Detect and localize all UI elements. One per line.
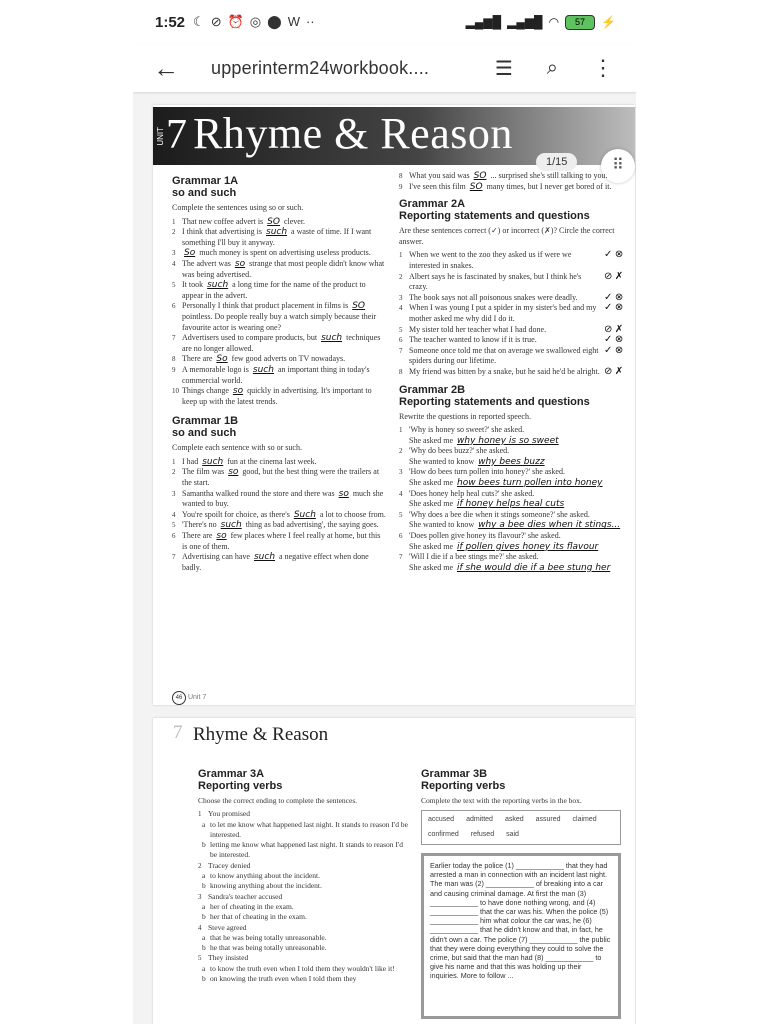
item-question: 'Does honey help heal cuts?' she asked.: [409, 488, 535, 498]
right-column: [421, 764, 621, 1019]
handwritten-answer[interactable]: why bees buzz: [478, 456, 545, 467]
grid-view-button[interactable]: ⠿: [601, 149, 635, 183]
item-lead: She asked me: [409, 435, 453, 445]
handwritten-answer[interactable]: if honey helps heal cuts: [457, 499, 565, 510]
exercise-item: [399, 303, 627, 324]
exercise-list-1a-continued: [399, 171, 627, 192]
item-number: 5: [172, 521, 176, 530]
handwritten-answer[interactable]: if she would die if a bee stung her: [457, 562, 611, 573]
item-text: Things change: [182, 386, 229, 396]
item-number: 2: [399, 272, 403, 281]
item-text: many times, but I never get bored of it.: [486, 181, 612, 191]
item-text: Advertising can have: [182, 552, 250, 562]
item-text: A memorable logo is: [182, 364, 249, 374]
exercise-item: [399, 335, 627, 346]
item-question: 'Does pollen give honey its flavour?' she asked.: [409, 531, 561, 541]
handwritten-answer[interactable]: SO: [473, 171, 487, 181]
status-right: [466, 15, 616, 30]
answer-mark[interactable]: ✓ ⊗: [604, 302, 624, 314]
verb-option: accused: [428, 816, 455, 824]
messenger-icon: ⬤: [267, 14, 282, 29]
handwritten-answer[interactable]: such: [252, 364, 274, 375]
exercise-item: [399, 467, 627, 488]
handwritten-answer[interactable]: So: [216, 354, 228, 365]
left-column: [172, 171, 387, 573]
exercise-item: [172, 259, 387, 280]
item-text: Someone once told me that on average we swallowed eight spiders during our lifetime.: [409, 345, 599, 366]
item-text: There are: [182, 354, 213, 364]
handwritten-answer[interactable]: so: [216, 531, 227, 542]
item-number: 7: [172, 334, 176, 343]
section-title: Grammar 2B: [399, 383, 466, 396]
exercise-item: [172, 248, 387, 259]
item-text: That new coffee advert is: [182, 216, 264, 226]
item-number: 3: [172, 489, 176, 498]
item-text: I've seen this film: [409, 181, 466, 191]
option-b[interactable]: b letting me know what happened last night. It stands to reason I'd be interested.: [202, 840, 403, 860]
exercise-item: [172, 531, 387, 552]
item-number: 1: [172, 217, 176, 226]
answer-mark[interactable]: ✓ ⊗: [604, 334, 624, 346]
option-b[interactable]: b he that was being totally unreasonable.: [202, 943, 327, 953]
page-number: 46: [172, 691, 186, 705]
option-b[interactable]: b knowing anything about the incident.: [202, 881, 322, 891]
handwritten-answer[interactable]: such: [253, 552, 276, 563]
item-text: a long time for the name of the product to appear in the advert.: [182, 280, 366, 300]
w-icon: W: [287, 14, 300, 29]
section-subtitle: so and such: [172, 187, 237, 199]
wifi-icon: ◠: [548, 15, 560, 29]
exercise-item: [172, 520, 387, 531]
back-arrow-icon[interactable]: ←: [153, 52, 179, 83]
item-text: 'There's no: [182, 520, 217, 530]
exercise-item: [399, 171, 627, 182]
item-text: You're spoilt for choice, as there's: [182, 509, 290, 519]
exercise-item: [399, 367, 627, 378]
instruction: Choose the correct ending to complete the sentences.: [198, 796, 358, 805]
item-number: 2: [399, 447, 403, 456]
exercise-item: [172, 510, 387, 521]
handwritten-answer[interactable]: so: [338, 488, 349, 499]
exercise-item: [172, 301, 387, 333]
document-page-2: [153, 718, 635, 1024]
item-text: quickly in advertising. It's important to keep up with the latest trends.: [182, 386, 372, 406]
item-number: 4: [399, 304, 403, 313]
item-number: 2: [172, 228, 176, 237]
item-number: 3: [399, 293, 403, 302]
exercise-item: 3 Sandra's teacher accused: [198, 891, 283, 901]
verb-option: claimed: [572, 816, 597, 824]
item-number: 6: [172, 302, 176, 311]
verb-option: asked: [504, 816, 524, 824]
handwritten-answer[interactable]: how bees turn pollen into honey: [457, 478, 603, 489]
option-a[interactable]: a her of cheating in the exam.: [202, 901, 294, 911]
item-text: fun at the cinema last week.: [227, 456, 317, 466]
item-number: 5: [399, 510, 403, 519]
item-text: good, but the best thing were the trailers at the start.: [182, 467, 380, 488]
item-question: 'Why do bees buzz?' she asked.: [409, 446, 510, 456]
item-text: much she wanted to buy.: [182, 488, 384, 509]
exercise-list-2b: [399, 425, 627, 573]
alarm-icon: ⏰: [227, 14, 244, 29]
item-text: The advert was: [182, 258, 231, 268]
item-number: 9: [399, 182, 403, 191]
instagram-icon: ◎: [249, 14, 262, 29]
verb-option: assured: [535, 816, 561, 824]
comment-icon[interactable]: ☰: [494, 57, 513, 80]
item-question: 'How do bees turn pollen into honey?' she asked.: [409, 467, 565, 477]
section-subtitle: so and such: [172, 427, 237, 440]
app-actions: [495, 55, 614, 81]
item-text: It took: [182, 280, 204, 290]
section-title: Grammar 1B: [172, 415, 239, 428]
handwritten-answer[interactable]: such: [220, 520, 242, 531]
unit-title: Rhyme & Reason: [193, 724, 329, 745]
app-bar: [133, 44, 636, 92]
exercise-item: [172, 552, 387, 573]
item-lead: She wanted to know: [409, 520, 475, 530]
option-a[interactable]: a to let me know what happened last night. It stands to reason I'd be interested.: [202, 819, 408, 839]
option-b[interactable]: b her that of cheating in the exam.: [202, 912, 307, 922]
exercise-list-1a: [172, 217, 387, 408]
exercise-item: [399, 346, 627, 367]
item-number: 6: [399, 336, 403, 345]
exercise-item: [172, 354, 387, 365]
item-number: 9: [172, 365, 176, 374]
instruction: Complete the text with the reporting verbs in the box.: [421, 796, 582, 805]
exercise-list-1b: [172, 457, 387, 574]
item-text: a lot to choose from.: [319, 509, 386, 519]
unit-title: Rhyme & Reason: [193, 109, 513, 158]
exercise-item: [172, 333, 387, 354]
item-text: a waste of time. If I want something I'll buy it anyway.: [182, 227, 372, 247]
section-title: Grammar 3B: [421, 768, 488, 780]
page-footer: [172, 691, 206, 705]
item-text: few places where I feel really at home, but this is one of them.: [182, 531, 381, 551]
item-number: 8: [172, 355, 176, 364]
battery-icon: 57: [565, 15, 595, 30]
charging-icon: ⚡: [601, 15, 616, 29]
item-text: My friend was bitten by a snake, but he said he'd be alright.: [409, 366, 600, 376]
option-b[interactable]: b on knowing the truth even when I told them they: [202, 974, 357, 984]
exercise-item: [399, 446, 627, 467]
item-text: I think that advertising is: [182, 227, 262, 237]
instruction: Rewrite the questions in reported speech.: [399, 411, 531, 421]
moon-icon: ☾: [193, 14, 205, 29]
document-page-1: [153, 105, 635, 705]
exercise-item: [172, 227, 387, 248]
item-lead: She asked me: [409, 478, 453, 488]
instruction: Complete each sentence with so or such.: [172, 443, 302, 453]
item-text: an important thing in today's commercial world.: [182, 364, 370, 385]
answer-mark[interactable]: ⊘ ✗: [604, 365, 624, 377]
left-column: [198, 764, 410, 984]
exercise-item: [399, 531, 627, 552]
left-backdrop: [0, 0, 133, 1024]
answer-mark[interactable]: ✓ ⊗: [604, 344, 624, 356]
handwritten-answer[interactable]: why a bee dies when it stings...: [478, 520, 621, 531]
exercise-item: [172, 365, 387, 386]
section-title: Grammar 1A: [172, 175, 239, 187]
verb-option: admitted: [466, 816, 493, 824]
item-text: The teacher wanted to know if it is true.: [409, 335, 537, 345]
handwritten-answer[interactable]: so: [228, 467, 239, 478]
section-subtitle: Reporting statements and questions: [399, 210, 590, 223]
item-number: 1: [399, 426, 403, 435]
instruction: Are these sentences correct (✓) or incorrect (✗)? Circle the correct answer.: [399, 226, 615, 246]
item-question: 'Why does a bee die when it stings someone?' she asked.: [409, 509, 590, 519]
search-document-icon[interactable]: ⌕: [546, 56, 558, 79]
exercise-item: [172, 386, 387, 407]
verb-option: refused: [470, 830, 495, 838]
item-text: ... surprised she's still talking to you.: [490, 171, 608, 180]
item-number: 7: [399, 346, 403, 355]
handwritten-answer[interactable]: such: [321, 333, 343, 344]
item-lead: She asked me: [409, 499, 453, 509]
unit-label: UNIT: [156, 127, 165, 146]
exercise-item: [399, 552, 627, 573]
footer-unit: Unit 7: [187, 694, 207, 701]
exercise-item: [399, 489, 627, 510]
instruction: Complete the sentences using so or such.: [172, 203, 304, 212]
item-number: 1: [172, 457, 176, 466]
item-text: pointless. Do people really buy a watch simply because their favourite actor is wearing one?: [182, 311, 377, 332]
option-a[interactable]: a that he was being totally unreasonable.: [202, 932, 327, 942]
exercise-item: [399, 325, 627, 336]
handwritten-answer[interactable]: such: [207, 280, 229, 291]
item-number: 4: [172, 259, 176, 268]
exercise-item: [172, 489, 387, 510]
item-text: few good adverts on TV nowadays.: [231, 354, 346, 364]
item-text: When I was young I put a spider in my sister's bed and my mother asked me why did I do it.: [409, 303, 597, 323]
item-number: 2: [172, 468, 176, 477]
section-title: Grammar 2A: [399, 198, 466, 211]
handwritten-answer[interactable]: SO: [267, 216, 280, 227]
item-text: What you said was: [409, 171, 470, 180]
signal-2-icon: ▂▄▆█: [507, 15, 543, 29]
exercise-item: [172, 457, 387, 468]
item-text: techniques are no longer allowed.: [182, 333, 381, 353]
section-title: Grammar 3A: [198, 768, 265, 780]
item-number: 4: [172, 510, 176, 519]
item-number: 5: [172, 281, 176, 290]
mute-icon: ⊘: [210, 14, 222, 29]
item-text: thing as bad advertising', the saying goes.: [245, 520, 379, 530]
exercise-item: [399, 182, 627, 193]
item-lead: She asked me: [409, 562, 453, 572]
item-text: clever.: [283, 216, 306, 226]
item-number: 7: [399, 553, 403, 562]
item-lead: She asked me: [409, 541, 453, 551]
exercise-item: [399, 425, 627, 446]
item-question: 'Why is honey so sweet?' she asked.: [409, 425, 525, 435]
more-options-icon[interactable]: ⋮: [592, 55, 614, 80]
more-notifications-icon: ··: [305, 14, 315, 29]
item-number: 8: [399, 172, 403, 180]
item-text: When we went to the zoo they asked us if were we interested in snakes.: [409, 250, 572, 270]
item-number: 4: [399, 489, 403, 498]
item-number: 6: [172, 532, 176, 541]
handwritten-answer[interactable]: if pollen gives honey its flavour: [457, 541, 599, 552]
item-number: 8: [399, 367, 403, 376]
item-text: much money is spent on advertising useless products.: [199, 248, 371, 258]
page-indicator: 1/15: [536, 153, 577, 171]
exercise-item: [172, 467, 387, 488]
answer-mark[interactable]: ⊘ ✗: [604, 323, 624, 335]
verb-option: said: [506, 830, 519, 838]
right-column: [399, 171, 627, 573]
answer-mark[interactable]: ✓ ⊗: [604, 291, 624, 303]
item-text: The film was: [182, 467, 225, 477]
signal-icon: ▂▄▆█: [465, 15, 502, 29]
handwritten-answer[interactable]: Such: [293, 509, 316, 520]
item-number: 1: [399, 251, 403, 260]
item-text: Advertisers used to compare products, but: [182, 333, 318, 343]
notification-icons: [193, 14, 315, 30]
exercise-item: 1 You promised: [198, 809, 250, 819]
unit-number: 7: [173, 722, 183, 743]
verb-box: [421, 810, 621, 845]
phone-screen: [133, 0, 636, 1024]
unit-number: 7: [166, 112, 187, 158]
section-subtitle: Reporting statements and questions: [399, 395, 590, 408]
handwritten-answer[interactable]: So: [184, 248, 196, 259]
option-a[interactable]: a to know the truth even when I told them they wouldn't like it!: [202, 963, 395, 973]
answer-mark[interactable]: ⊘ ✗: [604, 270, 624, 282]
handwritten-answer[interactable]: why honey is so sweet: [457, 435, 559, 446]
item-number: 5: [399, 325, 403, 334]
item-text: I had: [182, 456, 199, 466]
verb-option: confirmed: [428, 830, 459, 838]
item-text: There are: [182, 531, 213, 541]
exercise-item: 4 Steve agreed: [198, 922, 247, 932]
right-backdrop: [636, 0, 768, 1024]
exercise-item: 2 Tracey denied: [198, 860, 251, 870]
handwritten-answer[interactable]: SO: [352, 301, 365, 312]
exercise-item: [172, 280, 387, 301]
exercise-item: [399, 250, 627, 271]
item-text: a negative effect when done badly.: [182, 552, 369, 572]
exercise-item: 5 They insisted: [198, 953, 249, 963]
option-a[interactable]: a to know anything about the incident.: [202, 871, 320, 881]
handwritten-answer[interactable]: so: [232, 386, 244, 397]
item-text: My sister told her teacher what I had done.: [409, 324, 547, 334]
handwritten-answer[interactable]: such: [202, 456, 224, 467]
item-text: strange that most people didn't know what was being advertised.: [182, 258, 385, 279]
item-text: Personally I think that product placement in films is: [182, 301, 349, 311]
status-bar: [133, 0, 636, 44]
exercise-item: [172, 217, 387, 228]
item-number: 7: [172, 553, 176, 562]
item-text: Samantha walked round the store and there was: [182, 488, 335, 498]
handwritten-answer[interactable]: such: [266, 227, 288, 238]
item-question: 'Will I die if a bee stings me?' she asked.: [409, 552, 539, 562]
item-number: 3: [399, 468, 403, 477]
handwritten-answer[interactable]: SO: [469, 181, 483, 192]
exercise-list-2a: [399, 250, 627, 377]
section-subtitle: Reporting verbs: [198, 780, 283, 792]
item-text: Albert says he is fascinated by snakes, but I think he's crazy.: [409, 271, 582, 292]
document-title: upperinterm24workbook....: [211, 57, 430, 78]
item-lead: She wanted to know: [409, 456, 475, 466]
answer-mark[interactable]: ✓ ⊗: [604, 249, 624, 261]
item-number: 3: [172, 249, 176, 258]
item-number: 10: [172, 387, 179, 396]
exercise-item: [399, 510, 627, 531]
exercise-item: [399, 272, 627, 293]
section-subtitle: Reporting verbs: [421, 780, 506, 792]
exercise-item: [399, 293, 627, 304]
item-text: The book says not all poisonous snakes were deadly.: [409, 292, 578, 302]
reading-passage: Earlier today the police (1) ____________ that they had arrested a man in connection with an incident last night. The man was (2) ____________ of breaking into a car and causing criminal damage. At first the man (3) ____________ to have done nothing wrong, and (4) ____________ that the car was his. When the police (5) ____________ him what colour the car was, he (6) ____________ that he didn't know and that, in fact, he didn't own a car. The police (7) ____________ the public that they were doing everything they could to solve the crime, but said that the man had (8) ____________ to give his name and that this was holding up their inquiries. More to follow ...: [421, 853, 621, 1019]
handwritten-answer[interactable]: so: [234, 258, 246, 269]
status-time: 1:52: [155, 13, 186, 31]
item-number: 6: [399, 532, 403, 541]
